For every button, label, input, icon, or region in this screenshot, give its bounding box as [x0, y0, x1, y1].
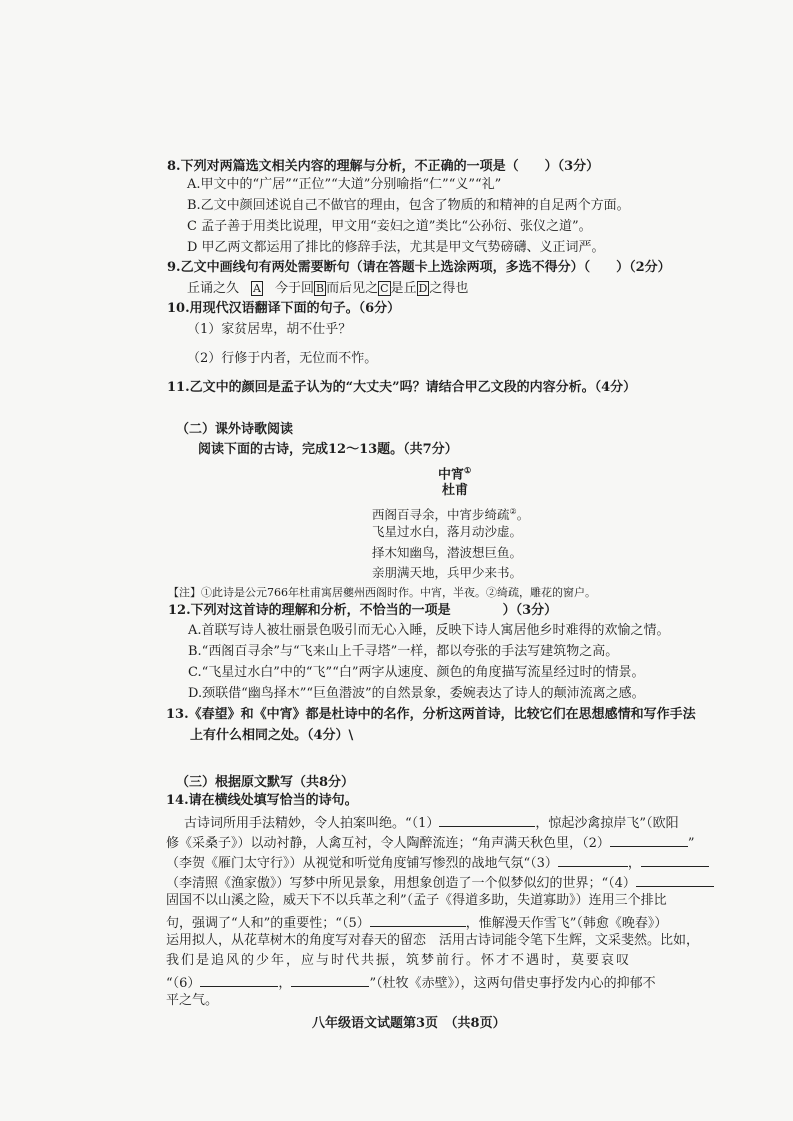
q14-stem: 14.请在横线处填写恰当的诗句。 [166, 793, 358, 808]
q13-line-1: 13.《春望》和《中宵》都是杜诗中的名作，分析这两首诗，比较它们在思想感情和写作手法 [166, 707, 696, 722]
q10-stem: 10.用现代汉语翻译下面的句子。（6分） [167, 301, 401, 316]
q14-row-6 [166, 912, 667, 933]
poem-line-1-text: 西阁百寻余，中宵步绮疏 [372, 507, 510, 523]
q14-row-9 [166, 972, 656, 993]
q14-blank-2[interactable] [610, 832, 688, 847]
q14-row-4-text-a: （李清照《渔家傲》）写梦中所见景象，用想象创造了一个似梦似幻的世界；“（4） [166, 876, 636, 891]
poem-title-text: 中宵 [438, 467, 465, 483]
q14-blank-3b[interactable] [641, 852, 709, 867]
q10-sentence-2: （2）行修于内者，无位而不怍。 [187, 351, 378, 366]
q14-row-9-text-a: “（6） [166, 976, 201, 991]
q9-part-2: 今于回 [274, 281, 314, 296]
q8-option-a: A.甲文中的“广居”“正位”“大道”分别喻指“仁”“义”“礼” [187, 177, 502, 192]
q14-row-3 [166, 852, 709, 873]
poem-annotation: 【注】①此诗是公元766年杜甫寓居夔州西阁时作。中宵，半夜。②绮疏，雕花的窗户。 [168, 586, 596, 599]
q14-row-10: 平之气。 [166, 993, 219, 1008]
q13-line-2: 上有什么相同之处。（4分）\ [190, 728, 354, 743]
q14-row-2-text-b: ” [687, 836, 695, 851]
section3-title: （三）根据原文默写（共8分） [176, 775, 355, 790]
q14-row-1-text-a: 古诗词所用手法精妙，令人拍案叫绝。“（1） [184, 816, 440, 831]
q9-part-3: 而后见之 [326, 281, 379, 296]
poem-title-note-mark: ① [464, 465, 472, 475]
q14-row-3-text-b: ， [627, 856, 641, 871]
poem-line-1-end: 。 [516, 507, 530, 523]
q14-row-6-text-a: 句，强调了“人和”的重要性；“（5） [166, 916, 370, 931]
q8-stem: 8.下列对两篇选文相关内容的理解与分析，不正确的一项是（ ）（3分） [167, 159, 600, 174]
q9-sentence [187, 280, 468, 298]
q9-mark-a: A [253, 282, 261, 295]
q14-row-1 [184, 812, 679, 833]
q14-blank-5[interactable] [370, 912, 466, 927]
q14-blank-6a[interactable] [200, 972, 278, 987]
poem-line-2: 飞星过水白，落月动沙虚。 [372, 524, 523, 539]
q14-blank-3a[interactable] [558, 852, 628, 867]
q14-row-5: 固国不以山溪之险，威天下不以兵革之利”（孟子《得道多助，失道寡助》）连用三个排比 [166, 893, 667, 908]
q14-row-8: 我们是追风的少年，应与时代共振，筑梦前行。怀才不遇时，莫要哀叹 [166, 953, 632, 968]
q11-stem: 11.乙文中的颜回是孟子认为的“大丈夫”吗？请结合甲乙文段的内容分析。（4分） [167, 380, 637, 395]
poem-line-1 [372, 503, 529, 524]
q14-blank-4[interactable] [636, 872, 714, 887]
q12-option-b: B.“西阁百寻余”与“飞来山上千寻塔”一样，都以夸张的手法写建筑物之高。 [188, 644, 619, 659]
q10-sentence-1: （1）家贫居卑，胡不仕乎？ [187, 322, 352, 337]
q14-row-2-text-a: 修《采桑子》）以动衬静，人禽互衬，令人陶醉流连；“角声满天秋色里，（2） [166, 836, 610, 851]
q8-option-c: C 孟子善于用类比说理，甲文用“妾妇之道”类比“公孙衍、张仪之道”。 [187, 219, 592, 234]
q12-option-d: D.颈联借“幽鸟择木”“巨鱼潜波”的自然景象，委婉表达了诗人的颠沛流离之感。 [188, 686, 645, 701]
q8-option-d: D 甲乙两文都运用了排比的修辞手法，尤其是甲文气势磅礴、义正词严。 [187, 240, 605, 255]
q14-row-2 [166, 832, 695, 853]
q14-row-1-text-b: ，惊起沙禽掠岸飞”（欧阳 [535, 816, 679, 831]
q8-option-b: B.乙文中颜回述说自己不做官的理由，包含了物质的和精神的自足两个方面。 [187, 198, 630, 213]
q9-part-4: 是丘 [390, 281, 417, 296]
q14-row-7: 运用拟人，从花草树木的角度写对春天的留恋 活用古诗词能令笔下生辉，文采斐然。比如， [166, 933, 700, 948]
q9-part-5: 之得也 [429, 281, 469, 296]
q14-row-3-text-a: （李贺《雁门太守行》）从视觉和听觉角度铺写惨烈的战地气氛“（3） [166, 856, 558, 871]
q14-row-9-text-c: ”（杜牧《赤壁》），这两句借史事抒发内心的抑郁不 [369, 976, 656, 991]
q12-option-a: A.首联写诗人被壮丽景色吸引而无心入睡，反映下诗人寓居他乡时难得的欢愉之情。 [188, 623, 670, 638]
q12-stem: 12.下列对这首诗的理解和分析，不恰当的一项是 ）（3分） [168, 603, 558, 618]
page-footer: 八年级语文试题第3页 （共8页） [312, 1016, 506, 1031]
q14-row-6-text-b: ，惟解漫天作雪飞”（韩愈《晚春》） [465, 916, 668, 931]
q14-blank-6b[interactable] [291, 972, 369, 987]
poem-line-3: 择木知幽鸟，潜波想巨鱼。 [372, 545, 523, 560]
poem-line-4: 亲朋满天地，兵甲少来书。 [372, 565, 523, 580]
q14-blank-1[interactable] [439, 812, 535, 827]
q9-part-1: 丘诵之久 [187, 281, 240, 296]
q9-mark-c: C [380, 282, 389, 295]
poem-author: 杜甫 [442, 483, 469, 498]
q14-row-4 [166, 872, 714, 893]
q9-mark-d: D [418, 282, 428, 295]
section2-intro: 阅读下面的古诗，完成12～13题。（共7分） [198, 442, 458, 457]
section2-title: （二）课外诗歌阅读 [176, 422, 294, 437]
q9-stem: 9.乙文中画线句有两处需要断句（请在答题卡上选涂两项，多选不得分）（ ）（2分） [167, 260, 671, 275]
q12-option-c: C.“飞星过水白”中的“飞”“白”两字从速度、颜色的角度描写流星经过时的情景。 [188, 665, 645, 680]
q14-row-9-text-b: ， [278, 976, 292, 991]
q9-mark-b: B [315, 282, 325, 295]
poem-line-1-note-mark: ② [509, 507, 517, 516]
poem-title [438, 461, 471, 484]
